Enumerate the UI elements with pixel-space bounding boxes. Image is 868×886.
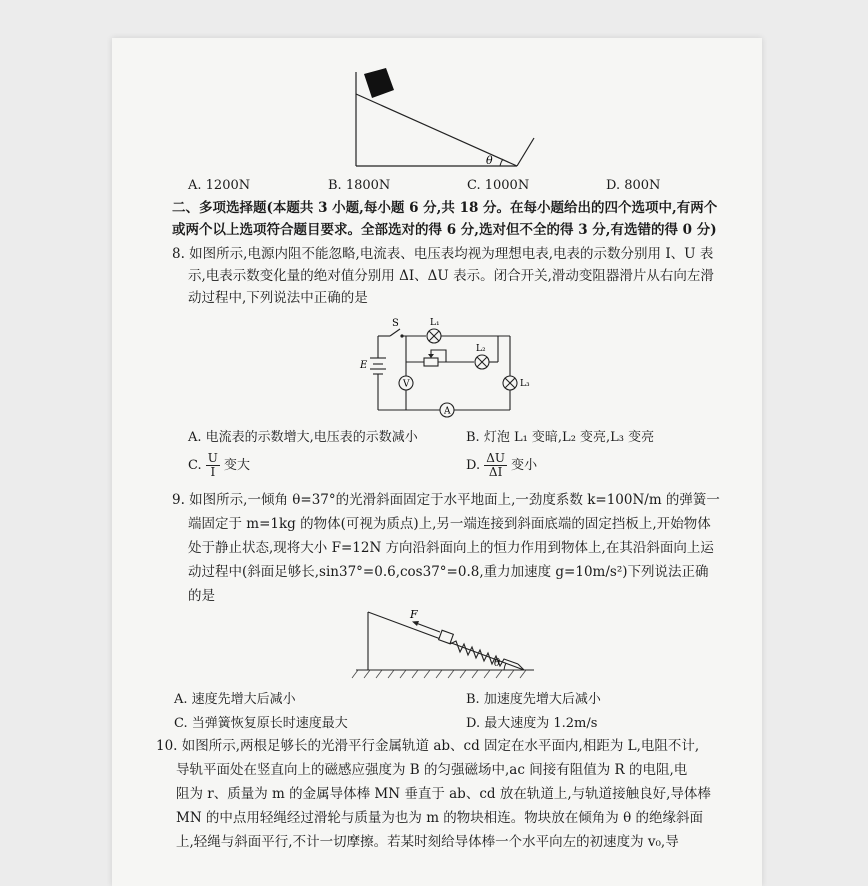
exam-page [112, 38, 762, 886]
q7-option-d: D. 800N [606, 178, 661, 193]
q9-line4: 动过程中(斜面足够长,sin37°=0.6,cos37°=0.8,重力加速度 g=10m/s²)下列说法正确 [188, 564, 709, 580]
q10-line5: 上,轻绳与斜面平行,不计一切摩擦。若某时刻给导体棒一个水平向左的初速度为 v₀,导 [176, 834, 679, 850]
section2-line1: 二、多项选择题(本题共 3 小题,每小题 6 分,共 18 分。在每小题给出的四个选项中,有两个 [172, 200, 718, 216]
q8-line3: 动过程中,下列说法中正确的是 [188, 290, 368, 306]
q9-force-label: F [410, 608, 418, 621]
q8-line1: 8. 如图所示,电源内阻不能忽略,电流表、电压表均视为理想电表,电表的示数分别用 I、U 表 [172, 246, 714, 262]
q8-line2: 示,电表示数变化量的绝对值分别用 ΔI、ΔU 表示。闭合开关,滑动变阻器滑片从右向左滑 [188, 268, 714, 284]
q9-line2: 端固定于 m=1kg 的物体(可视为质点)上,另一端连接到斜面底端的固定挡板上,开始物体 [188, 516, 711, 532]
q9-line1: 9. 如图所示,一倾角 θ=37°的光滑斜面固定于水平地面上,一劲度系数 k=100N/m 的弹簧一 [172, 492, 720, 508]
q9-option-c: C. 当弹簧恢复原长时速度最大 [174, 716, 348, 731]
q9-option-a: A. 速度先增大后减小 [174, 692, 296, 707]
q9-option-b: B. 加速度先增大后减小 [466, 692, 601, 707]
q9-theta-label: θ [494, 658, 501, 669]
q8-option-c: C. $\frac{U}{I}$ 变大 [188, 451, 251, 479]
q10-line2: 导轨平面处在竖直向上的磁感应强度为 B 的匀强磁场中,ac 间接有阻值为 R 的电阻,电 [176, 762, 688, 778]
section2-line2: 或两个以上选项符合题目要求。全部选对的得 6 分,选对但不全的得 3 分,有选错的得 0 分) [172, 222, 717, 238]
q8-option-d-fraction: $\frac{\Delta U}{\Delta I}$ [486, 451, 506, 479]
q8-circuit-figure [358, 314, 544, 418]
q9-line3: 处于静止状态,现将大小 F=12N 方向沿斜面向上的恒力作用到物体上,在其沿斜面向上运 [188, 540, 714, 556]
q9-option-d: D. 最大速度为 1.2m/s [466, 716, 598, 731]
q10-line1: 10. 如图所示,两根足够长的光滑平行金属轨道 ab、cd 固定在水平面内,相距为 L,电阻不计, [156, 738, 700, 754]
voltmeter-label: V [403, 379, 410, 390]
l3-label: L₃ [520, 379, 530, 389]
q9-incline-figure [348, 608, 544, 680]
l2-label: L₂ [476, 344, 486, 354]
q9-block [439, 630, 454, 644]
q7-block [364, 68, 394, 98]
ammeter-label: A [444, 406, 451, 417]
q7-option-a: A. 1200N [188, 178, 251, 193]
q10-line3: 阻为 r、质量为 m 的金属导体棒 MN 垂直于 ab、cd 放在轨道上,与轨道接触良好,导体棒 [176, 786, 711, 802]
q8-option-b: B. 灯泡 L₁ 变暗,L₂ 变亮,L₃ 变亮 [466, 430, 655, 445]
q8-option-d: D. $\frac{\Delta U}{\Delta I}$ 变小 [466, 451, 538, 479]
q7-option-c: C. 1000N [467, 178, 530, 193]
q7-option-b: B. 1800N [328, 178, 391, 193]
emf-label: E [360, 360, 368, 371]
q7-theta-label: θ [486, 154, 493, 167]
q9-line5: 的是 [188, 588, 215, 604]
q7-incline-figure [342, 66, 542, 178]
l1-label: L₁ [430, 318, 440, 328]
q10-line4: MN 的中点用轻绳经过滑轮与质量为也为 m 的物块相连。物块放在倾角为 θ 的绝缘斜面 [176, 810, 704, 826]
q8-option-c-fraction: $\frac{U}{I}$ [207, 451, 218, 479]
switch-label: S [392, 318, 399, 329]
q8-option-a: A. 电流表的示数增大,电压表的示数减小 [188, 430, 418, 445]
